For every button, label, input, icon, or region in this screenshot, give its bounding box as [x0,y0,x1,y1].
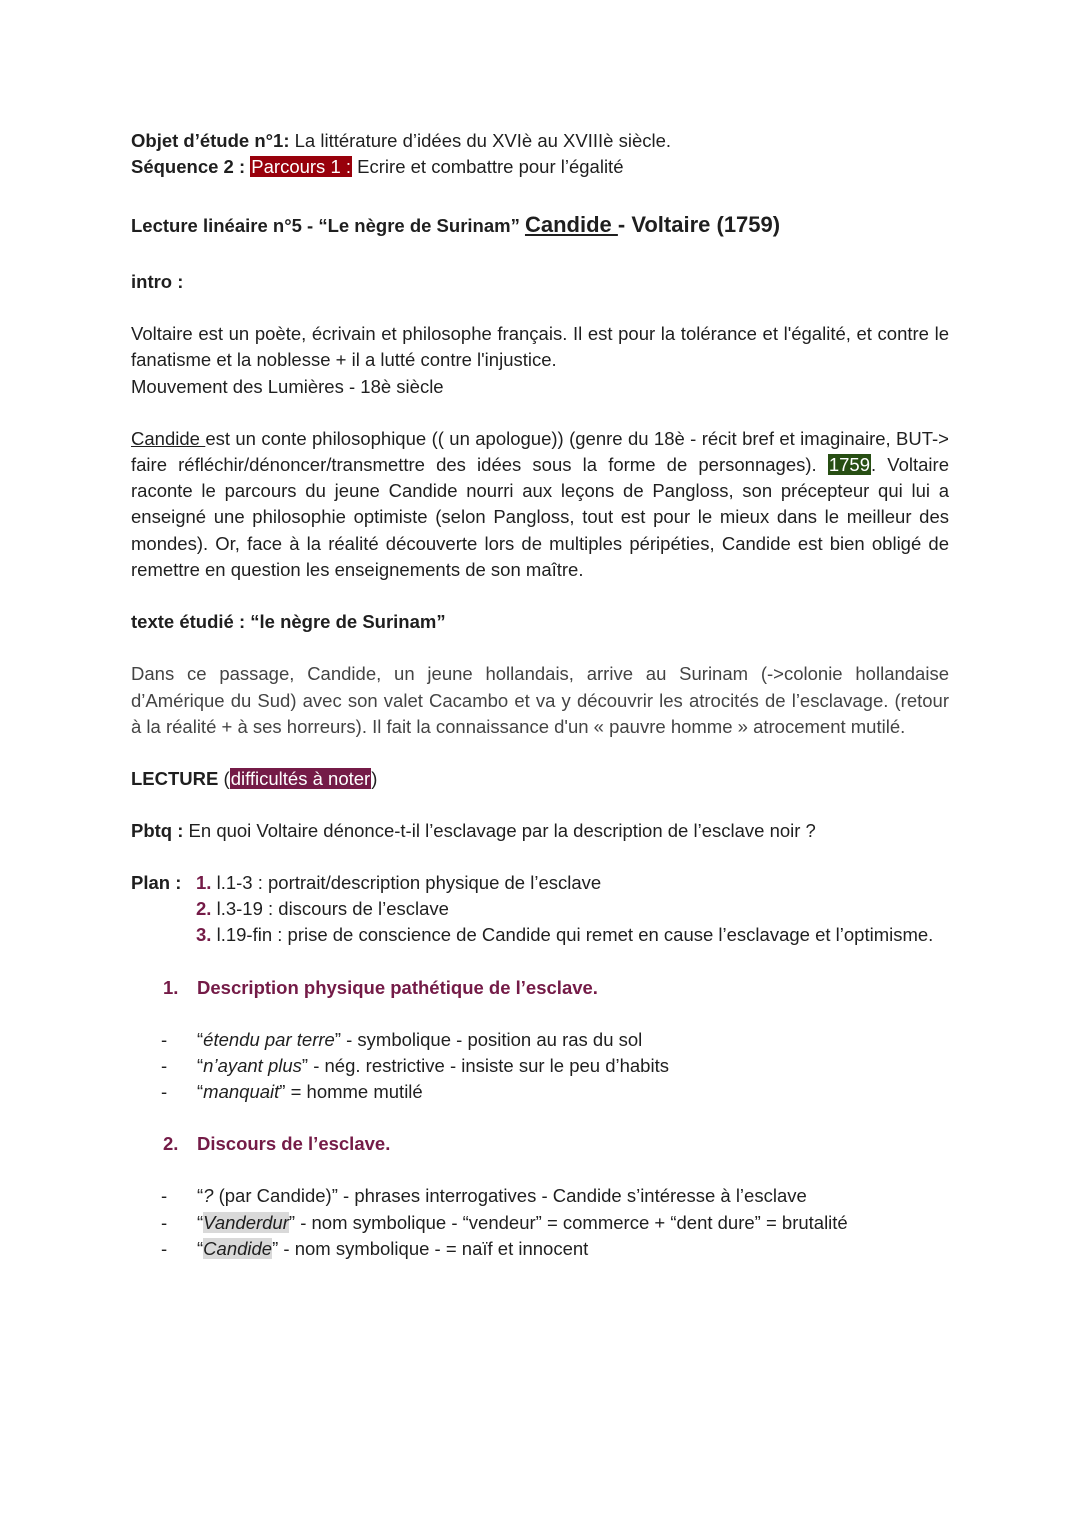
objet-line [131,128,949,154]
pbtq-text: En quoi Voltaire dénonce-t-il l’esclavage par la description de l’esclave noir ? [183,820,816,842]
list-item: - “manquait” = homme mutilé [161,1081,423,1103]
intro-paragraph-2 [131,426,949,584]
sequence-label: Séquence 2 : [131,156,246,177]
intro-movement: Mouvement des Lumières - 18è siècle [131,375,444,397]
lecture-close: ) [371,768,378,790]
lecture-line [131,766,949,792]
sequence-text: Ecrire et combattre pour l’égalité [352,156,624,177]
texte-paragraph: Dans ce passage, Candide, un jeune hollandais, arrive au Surinam (->colonie hollandaise d’Amérique du Sud) avec son valet Cacambo et va y découvrir les atrocités de l’esclavage. (retour à la réalité + à ses horreurs). Il fait la connaissance d'un « pauvre homme » atrocement mutilé. [131,663,949,737]
intro-para2-a: est un conte philosophique (( un apologue)) (genre du 18è - récit bref et imaginaire, BUT-> faire réfléchir/dénoncer/transmettre des idées sous la forme de personnages). [131,427,949,475]
pbtq-line [131,818,949,844]
list-item: - “n’ayant plus” - nég. restrictive - insiste sur le peu d’habits [161,1054,669,1076]
list-item: - “étendu par terre” - symbolique - position au ras du sol [161,1028,643,1050]
intro-label: intro : [131,271,184,292]
title-book: Candide [524,212,618,237]
objet-label: Objet d’étude n°1: [131,130,290,151]
lecture-note-highlight: difficultés à noter [230,768,371,790]
year-highlight: 1759 [828,453,870,475]
objet-text: La littérature d’idées du XVIè au XVIIIè siècle. [289,130,672,151]
pbtq-label: Pbtq : [131,820,184,842]
section-1-heading: 1. Description physique pathétique de l’esclave. [163,976,598,998]
list-item: - “Candide” - nom symbolique - = naïf et innocent [161,1238,589,1260]
plan-item: 1. l.1-3 : portrait/description physique de l’esclave [196,872,602,894]
intro-paragraph-1: Voltaire est un poète, écrivain et philosophe français. Il est pour la tolérance et l'égalité, et contre le fanatisme et la noblesse + il a lutté contre l'injustice. [131,323,949,371]
title-suffix: - Voltaire (1759) [617,212,781,237]
texte-label: texte étudié : “le nègre de Surinam” [131,611,446,633]
plan-label: Plan : [131,872,182,894]
plan-item: 3. l.19-fin : prise de conscience de Candide qui remet en cause l’esclavage et l’optimisme. [196,924,934,946]
intro-book-name: Candide [131,427,206,449]
section-2-heading: 2. Discours de l’esclave. [163,1133,391,1155]
intro-para2-b: . Voltaire raconte le parcours du jeune Candide nourri aux leçons de Pangloss, son précepteur qui lui a enseigné une philosophie optimiste (selon Pangloss, tout est pour le mieux dans le meilleur des mondes). Or, face à la réalité découverte lors de multiples péripéties, Candide est bien obligé de remettre en question les enseignements de son maître. [131,453,949,581]
sequence-line [131,154,949,180]
list-item: - “? (par Candide)” - phrases interrogatives - Candide s’intéresse à l’esclave [161,1185,807,1207]
plan [131,870,949,948]
list-item: - “Vanderdur” - nom symbolique - “vendeur” = commerce + “dent dure” = brutalité [161,1211,848,1233]
title-prefix: Lecture linéaire n°5 - “Le nègre de Surinam” [131,215,525,236]
page-title [131,210,949,241]
plan-item: 2. l.3-19 : discours de l’esclave [196,898,449,920]
lecture-open: ( [218,768,230,790]
document-page [131,128,949,1262]
lecture-label: LECTURE [131,768,219,790]
parcours-badge: Parcours 1 : [251,156,352,177]
